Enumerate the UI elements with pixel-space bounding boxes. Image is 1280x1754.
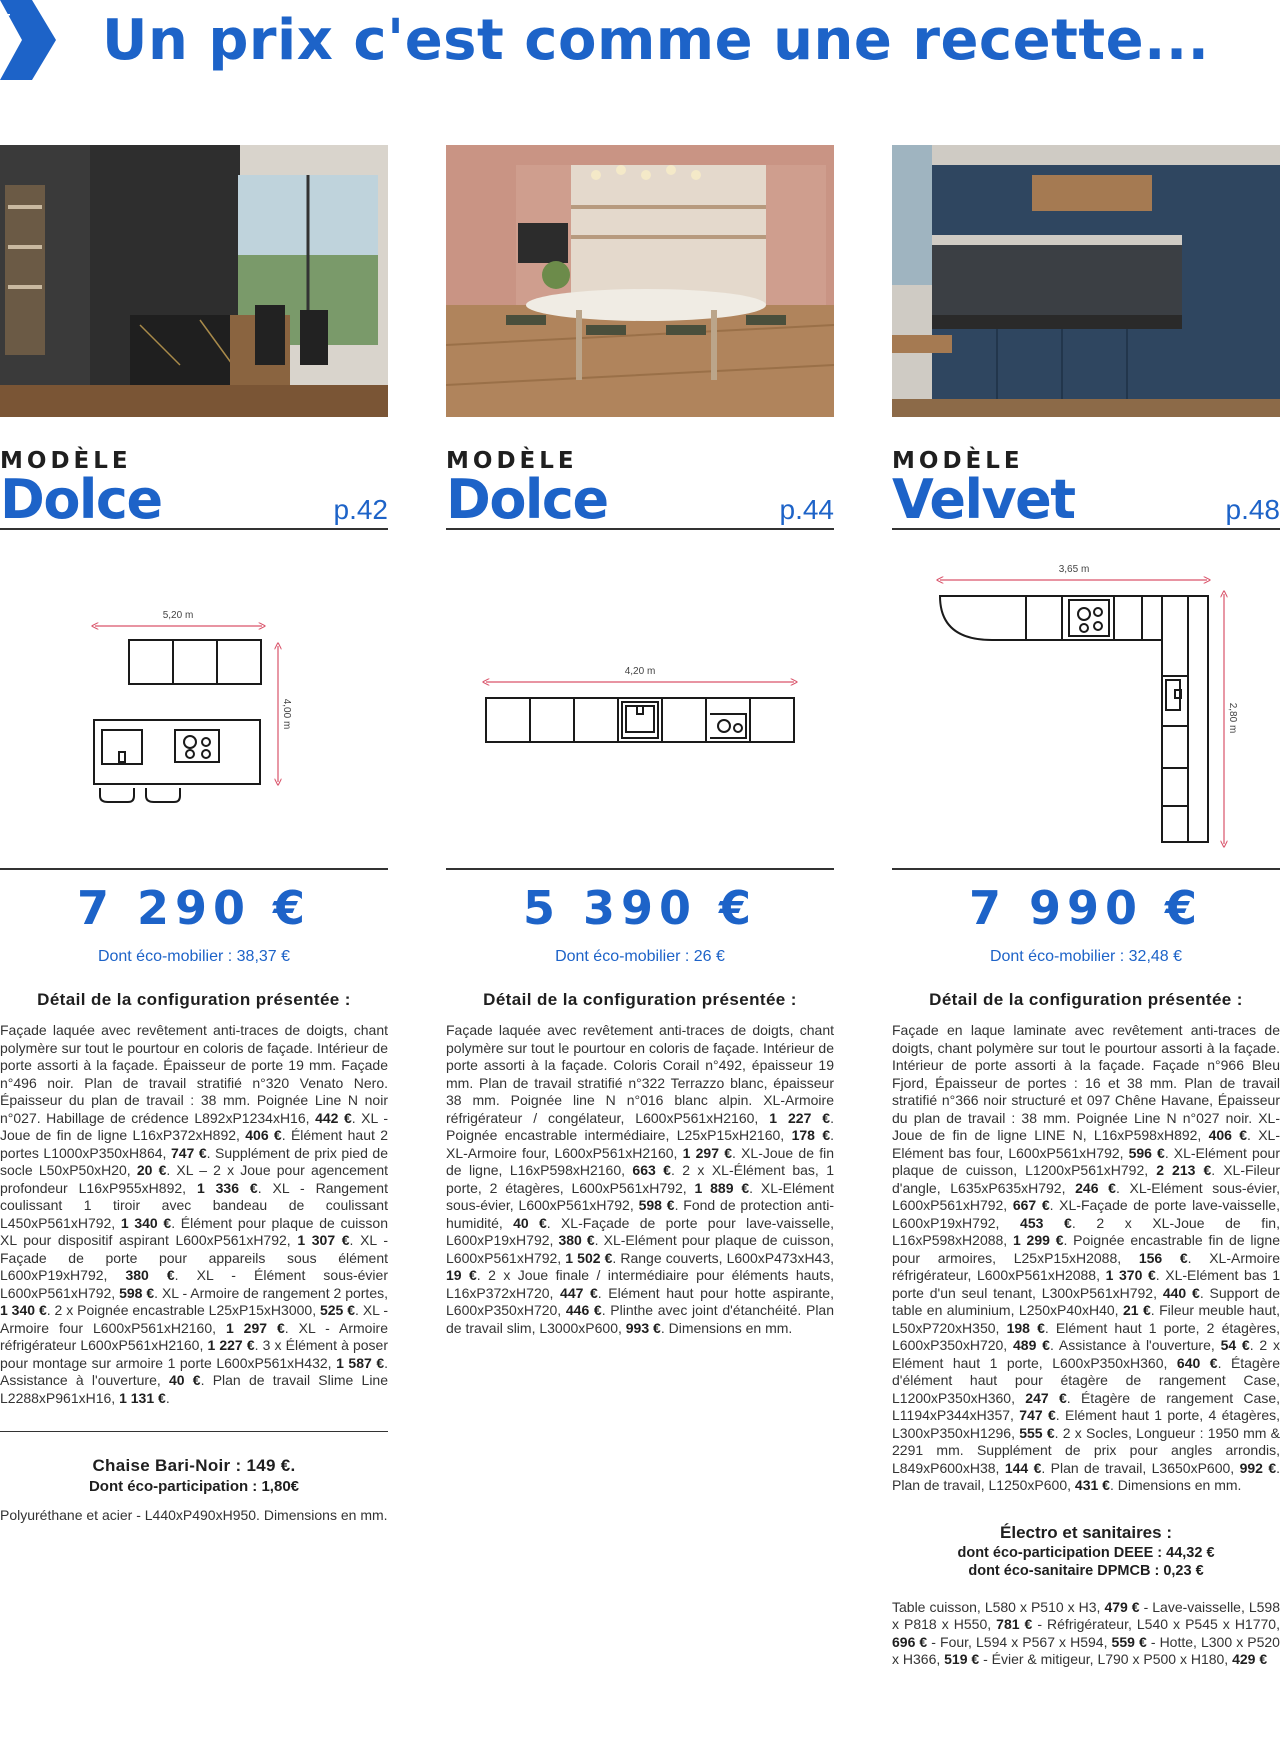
modele-label: MODÈLE [892,448,1024,474]
price-value: 598 € [119,1284,155,1301]
divider [0,868,388,870]
price-value: 380 € [125,1267,175,1283]
model-name: Dolce [446,468,608,531]
kitchen-photo-coral [446,145,834,417]
price-value: 781 € [996,1616,1033,1632]
price-value: 446 € [565,1302,602,1318]
column-velvet-p48 [892,145,1280,1669]
divider [446,868,834,870]
model-name: Dolce [0,468,162,531]
width-label: 3,65 m [1058,564,1090,575]
width-label: 5,20 m [162,610,194,621]
price-value: 431 € [1074,1477,1110,1493]
price-value: 696 € [892,1633,928,1650]
configuration-detail: Façade laquée avec revêtement anti-traces de doigts, chant polymère sur tout le pourtour en coloris de façade. Intérieur de porte assorti à la façade. Épaisseur de porte 19 mm. Façade n°496 noir. Plan de travail stratifié n°320 Venato Nero. Épaisseur du plan de travail : 38 mm. Poignée Line N noir n°027. Habillage de crédence L892xP1234xH16, 442 €. XL - Joue de fin de ligne L16xP372xH892, 406 €. Élément haut 2 portes L1000xP350xH864, 747 €. Supplément de prix pied de socle L50xP50xH20, 20 €. XL – 2 x Joue pour agencement profondeur L16xP955xH892, 1 336 €. XL - Rangement coulissant 1 tiroir avec bandeau de coulissant L450xP561xH792, 1 340 €. Élément pour plaque de cuisson XL pour dispositif aspirant L600xP561xH792, 1 307 €. XL - Façade de porte pour appareils sous élément L600xP19xH792, 380 €. XL - Élément sous-évier L600xP561xH792, 598 €. XL - Armoire de rangement 2 portes, 1 340 €. 2 x Poignée encastrable L25xP15xH3000, 525 €. XL - Armoire four L600xP561xH2160, 1 297 €. XL - Armoire réfrigérateur L600xP561xH2160, 1 227 €. 3 x Élément à poser pour montage sur armoire 1 porte L600xP561xH432, 1 587 €. Assistance à l'ouverture, 40 €. Plan de travail Slime Line L2288xP961xH16, 1 131 €. [0,1022,389,1406]
divider [892,868,1280,870]
price-value: 156 € [1138,1249,1188,1266]
kitchen-photo-blue [892,145,1280,417]
price-value: 19 € [446,1267,477,1283]
detail-title: Détail de la configuration présentée : [929,990,1243,1009]
column-dolce-p44 [446,145,834,1337]
price-value: 1 131 € [119,1389,166,1406]
price-value: 667 € [1012,1197,1050,1213]
page-reference: p.44 [779,494,834,525]
price-value: 993 € [625,1319,661,1336]
model-name: Velvet [892,468,1075,531]
price-value: 479 € [1104,1598,1140,1615]
floor-plan-velvet-l-shape [892,530,1280,868]
price-value: 453 € [1020,1214,1072,1231]
price-value: 440 € [1162,1284,1200,1301]
price-value: 198 € [1006,1319,1045,1336]
price-value: 1 336 € [196,1179,258,1196]
eco-participation-deee: dont éco-participation DEEE : 44,32 € [957,1544,1215,1561]
page-title: Un prix c'est comme une recette... [102,8,1210,73]
price-value: 1 587 € [336,1354,385,1371]
detail-title: Détail de la configuration présentée : [483,990,797,1009]
price-value: 598 € [638,1197,675,1213]
price-value: 640 € [1176,1354,1218,1371]
price-value: 380 € [558,1232,595,1248]
price-value: 1 227 € [769,1109,831,1126]
kitchen-photo-black [0,145,388,417]
floor-plan-dolce-island [0,530,388,868]
price-value: 596 € [1128,1144,1165,1161]
configuration-detail: Façade en laque laminate avec revêtement anti-traces de doigts, chant polymère sur tout le pourtour assorti à la façade. Intérieur de porte assorti à la façade. Façade n°966 Bleu Fjord, Épaisseur de portes : 16 et 38 mm. Plan de travail stratifié n°366 noir structuré et 097 Chêne Havane, Épaisseur du plan de travail : 38 mm. Poignée Line N n°027 noir. XL-Joue de fin de ligne LINE N, L16xP598xH892, 406 €. XL-Elément bas four, L600xP561xH792, 596 €. XL-Elément pour plaque de cuisson, L1200xP561xH792, 2 213 €. XL-Fileur d'angle, L635xP635xH792, 246 €. XL-Elément sous-évier, L600xP561xH792, 667 €. XL-Façade de porte lave-vaisselle, L600xP19xH792, 453 €. 2 x XL-Joue de fin, L16xP598xH2088, 1 299 €. Poignée encastrable fin de ligne pour armoires, L25xP15xH2088, 156 €. XL-Armoire réfrigérateur, L600xP561xH2088, 1 370 €. XL-Elément bas 1 porte d'un seul tenant, L300xP561xH792, 440 €. Support de table en aluminium, L250xP40xH40, 21 €. Fileur meuble haut, L50xP720xH350, 198 €. Elément haut 1 porte, 2 étagères, L600xP350xH720, 489 €. Assistance à l'ouverture, 54 €. 2 x Elément haut 1 porte, L600xP350xH360, 640 €. Étagère d'élément haut pour étagère de rangement Case, L1200xP350xH360, 247 €. Étagère de rangement Case, L1194xP344xH357, 747 €. Elément haut 1 porte, 4 étagères, L300xP350xH1296, 555 €. 2 x Socles, Longueur : 1950 mm & 2291 mm. Supplément de prix pour angles arrondis, L849xP600xH38, 144 €. Plan de travail, L3650xP600, 992 €. Plan de travail, L1250xP600, 431 €. Dimensions en mm. [892,1022,1280,1493]
width-label: 4,20 m [624,666,656,677]
configuration-detail: Façade laquée avec revêtement anti-traces de doigts, chant polymère sur tout le pourtour en coloris de façade. Intérieur de porte assorti à la façade. Coloris Corail n°492, épaisseur 19 mm. Plan de travail stratifié n°322 Terrazzo blanc, épaisseur 38 mm. Poignée line N n°016 blanc alpin. XL-Armoire réfrigérateur / congélateur, L600xP561xH2160, 1 227 €. Poignée encastrable intermédiaire, L25xP15xH2160, 178 €. XL-Armoire four, L600xP561xH2160, 1 297 €. XL-Joue de fin de ligne, L16xP598xH2160, 663 €. 2 x XL-Élément bas, 1 porte, 2 étagères, L600xP561xH792, 1 889 €. XL-Elément sous-évier, L600xP561xH792, 598 €. Fond de protection anti-humidité, 40 €. XL-Façade de porte pour lave-vaisselle, L600xP19xH792, 380 €. XL-Elément pour plaque de cuisson, L600xP561xH792, 1 502 €. Range couverts, L600xP473xH43, 19 €. 2 x Joue finale / intermédiaire pour éléments hauts, L16xP372xH720, 447 €. Elément haut pour hotte aspirante, L600xP350xH720, 446 €. Plinthe avec joint d'étanchéité. Plan de travail slim, L3000xP600, 993 €. Dimensions en mm. [446,1022,835,1336]
price-value: 40 € [513,1214,547,1231]
price-value: 992 € [1239,1459,1277,1476]
price-value: 247 € [1025,1389,1067,1406]
price-value: 21 € [1122,1302,1151,1318]
price-value: 1 297 € [682,1144,732,1161]
price-value: 40 € [168,1372,201,1388]
price-value: 429 € [1232,1651,1268,1667]
electro-detail: Table cuisson, L580 x P510 x H3, 479 € - Lave-vaisselle, L598 x P818 x H550, 781 € - Réfrigérateur, L540 x P545 x H1770, 696 € - Four, L594 x P567 x H594, 559 € - Hotte, L300 x P520 x H366, 519 € - Évier & mitigeur, L790 x P500 x H180, 429 € [892,1598,1280,1667]
electro-title: Électro et sanitaires : [1000,1522,1172,1542]
depth-label: 2,80 m [1227,702,1238,734]
price-value: 1 297 € [225,1319,285,1336]
page-reference: p.48 [1225,494,1280,525]
chair-description: Polyuréthane et acier - L440xP490xH950. Dimensions en mm. [0,1507,388,1523]
price-value: 406 € [245,1127,282,1143]
price-value: 555 € [1019,1424,1055,1441]
price-value: 519 € [944,1651,980,1667]
price: 7 990 € [968,881,1204,935]
price-value: 178 € [791,1127,831,1143]
price-value: 20 € [136,1162,167,1178]
price-value: 663 € [632,1162,671,1178]
modele-label: MODÈLE [446,448,578,474]
price-value: 1 340 € [120,1214,172,1231]
price-value: 442 € [315,1109,352,1126]
price-value: 747 € [170,1144,207,1161]
price-value: 447 € [560,1284,598,1301]
price-value: 1 370 € [1105,1267,1156,1283]
eco-sanitaire-dpmcb: dont éco-sanitaire DPMCB : 0,23 € [968,1562,1204,1579]
price-value: 525 € [319,1302,356,1318]
chair-eco-participation: Dont éco-participation : 1,80€ [88,1478,300,1495]
price-value: 1 299 € [1012,1232,1064,1248]
page-reference: p.42 [333,494,388,525]
price-value: 1 889 € [694,1179,750,1196]
price: 7 290 € [76,881,312,935]
price-value: 406 € [1208,1127,1248,1143]
price-value: 54 € [1220,1337,1250,1353]
price-value: 144 € [1004,1459,1042,1476]
chevron-right-icon [0,0,60,80]
price-value: 246 € [1075,1179,1116,1196]
column-dolce-p42 [0,145,388,1525]
price-value: 559 € [1111,1633,1147,1650]
chair-title: Chaise Bari-Noir : 149 €. [92,1456,296,1475]
price-value: 747 € [1019,1407,1056,1423]
eco-mobilier: Dont éco-mobilier : 32,48 € [989,948,1183,965]
price-value: 1 340 € [0,1302,47,1318]
floor-plan-dolce-linear [446,530,834,868]
price: 5 390 € [522,881,758,935]
price-value: 1 227 € [207,1337,255,1353]
price-value: 489 € [1013,1337,1050,1353]
price-value: 1 307 € [297,1232,350,1248]
divider [0,1431,388,1432]
eco-mobilier: Dont éco-mobilier : 38,37 € [97,948,291,965]
price-value: 1 502 € [565,1249,613,1266]
detail-title: Détail de la configuration présentée : [37,990,351,1009]
modele-label: MODÈLE [0,448,132,474]
price-value: 2 213 € [1156,1162,1212,1178]
eco-mobilier: Dont éco-mobilier : 26 € [555,948,725,965]
depth-label: 4,00 m [281,698,292,730]
